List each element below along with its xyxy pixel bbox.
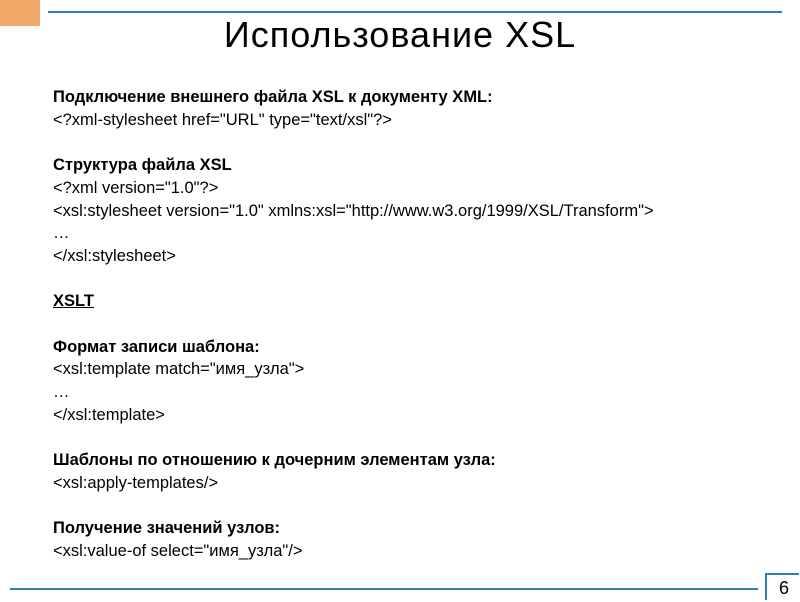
slide-title: Использование XSL <box>223 14 577 55</box>
section-heading: Формат записи шаблона: <box>53 337 260 356</box>
section-heading: Получение значений узлов: <box>53 519 281 538</box>
section-heading: Шаблоны по отношению к дочерним элементам узла: <box>53 451 496 470</box>
code-line: <xsl:template match="имя_узла"> <box>53 360 305 379</box>
bottom-divider <box>10 588 758 590</box>
code-line: <xsl:apply-templates/> <box>53 473 219 492</box>
section-heading: XSLT <box>53 292 94 311</box>
top-divider <box>48 11 782 13</box>
page-number: 6 <box>765 573 799 600</box>
code-line: </xsl:template> <box>53 405 165 424</box>
code-line: … <box>53 383 70 402</box>
blank-line <box>53 313 773 336</box>
code-line: <?xml version="1.0"?> <box>53 178 219 197</box>
blank-line <box>53 427 773 450</box>
blank-line <box>53 131 773 154</box>
code-line: <?xml-stylesheet href="URL" type="text/xsl"?> <box>53 110 392 129</box>
blank-line <box>53 268 773 291</box>
section-heading: Структура файла XSL <box>53 156 232 175</box>
code-line: … <box>53 224 70 243</box>
section-heading: Подключение внешнего файла XSL к документу XML: <box>53 88 493 106</box>
code-line: <xsl:stylesheet version="1.0" xmlns:xsl="http://www.w3.org/1999/XSL/Transform"> <box>53 201 654 220</box>
code-line: </xsl:stylesheet> <box>53 246 176 265</box>
blank-line <box>53 495 773 518</box>
code-line: <xsl:value-of select="имя_узла"/> <box>53 541 303 560</box>
slide-body <box>53 86 773 563</box>
